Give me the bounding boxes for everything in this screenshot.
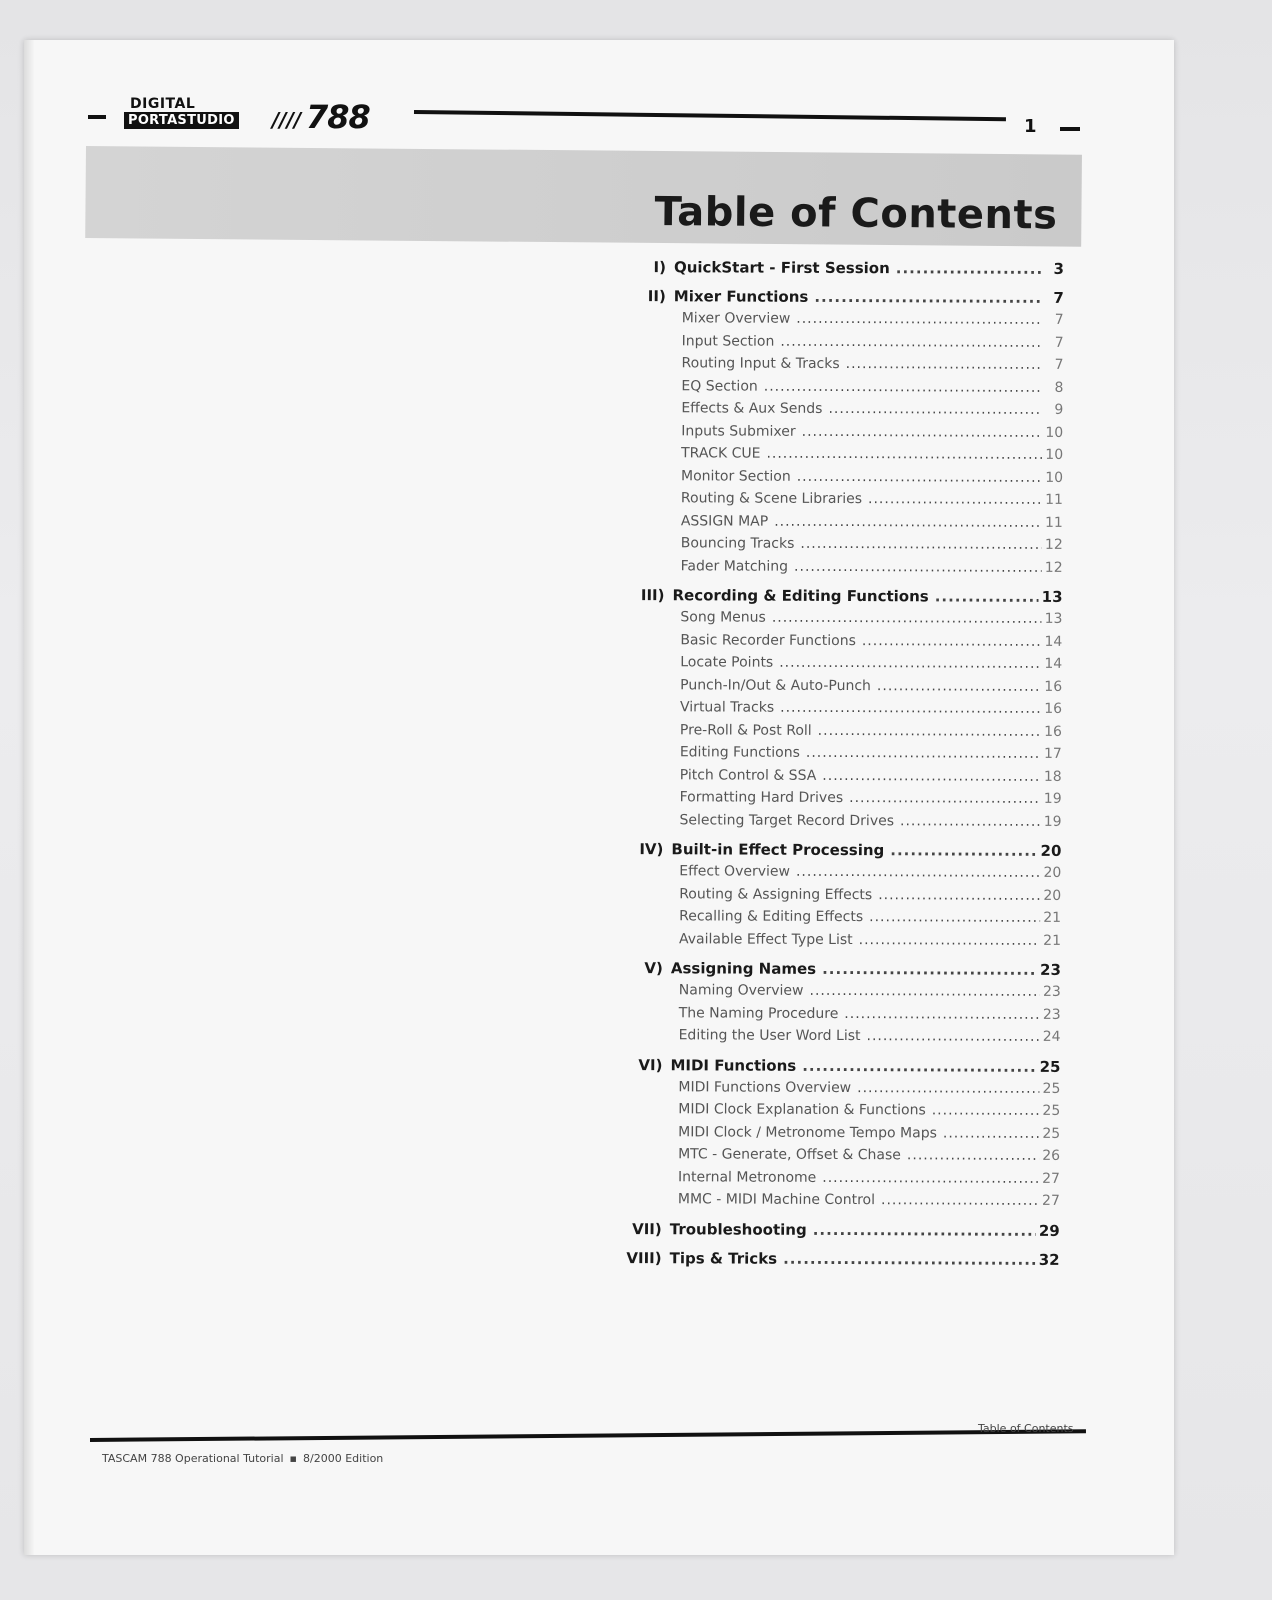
toc-subsection-title: Virtual Tracks <box>680 699 775 716</box>
toc-subsection-row <box>681 468 1063 492</box>
toc-leader <box>780 333 1042 350</box>
toc-leader <box>774 513 1042 530</box>
toc-section-number: II) <box>647 287 666 306</box>
toc-section-number: IV) <box>639 840 664 859</box>
toc-leader <box>802 1056 1036 1075</box>
toc-leader <box>900 813 1041 830</box>
toc-subsection-row <box>680 632 1062 656</box>
toc-subsection-list <box>611 982 1061 1051</box>
toc-section-title: Assigning Names <box>670 959 817 978</box>
toc-subsection-list <box>613 310 1064 582</box>
toc-leader <box>818 722 1041 739</box>
toc-gap <box>610 1271 1060 1279</box>
toc-subsection-title: Recalling & Editing Effects <box>679 908 864 926</box>
toc-section <box>613 287 1064 588</box>
toc-section <box>610 1248 1060 1279</box>
toc-leader <box>802 423 1043 440</box>
toc-subsection-row <box>679 886 1061 910</box>
toc-subsection-row <box>682 310 1064 334</box>
toc-subsection-row <box>681 355 1063 379</box>
toc-section-title: QuickStart - First Session <box>673 258 890 278</box>
toc-subsection-page: 26 <box>1042 1147 1061 1164</box>
toc-leader <box>828 401 1042 418</box>
title-band <box>85 146 1082 247</box>
toc-subsection-title: TRACK CUE <box>681 445 761 462</box>
toc-subsection-row <box>678 1169 1060 1193</box>
toc-leader <box>822 767 1040 784</box>
brand-model: 788 <box>306 98 370 136</box>
toc-subsection-row <box>681 445 1063 469</box>
toc-leader <box>764 378 1043 395</box>
toc-subsection-title: EQ Section <box>681 377 758 395</box>
toc-subsection-title: Naming Overview <box>678 982 804 999</box>
header-rule <box>414 110 1006 121</box>
brand-digital: DIGITAL <box>130 96 196 112</box>
toc-section-row <box>614 287 1064 312</box>
header-dash-left <box>88 115 106 119</box>
toc-section-row <box>610 1219 1060 1244</box>
toc-subsection-title: MIDI Clock / Metronome Tempo Maps <box>678 1123 937 1141</box>
toc-section-row <box>610 1055 1060 1080</box>
toc-subsection-title: Pre-Roll & Post Roll <box>679 721 812 739</box>
toc-leader <box>797 468 1042 485</box>
toc-subsection-row <box>680 699 1062 723</box>
toc-section-row <box>614 258 1064 283</box>
toc-leader <box>866 1028 1039 1045</box>
toc-subsection-page: 10 <box>1045 424 1064 441</box>
brand-portastudio: PORTASTUDIO <box>124 112 239 129</box>
toc-subsection-title: Internal Metronome <box>677 1168 817 1186</box>
toc-leader <box>877 678 1041 695</box>
toc-leader <box>868 491 1042 508</box>
toc-section <box>611 586 1062 842</box>
toc-subsection-title: Selecting Target Record Drives <box>679 811 895 829</box>
toc-leader <box>862 633 1042 650</box>
toc-section-page: 23 <box>1039 960 1061 979</box>
toc-leader <box>846 356 1043 373</box>
toc-section-page: 3 <box>1053 259 1064 278</box>
toc-subsection-page: 16 <box>1044 723 1062 740</box>
toc-subsection-row <box>679 982 1061 1006</box>
toc-subsection-title: Bouncing Tracks <box>680 535 795 552</box>
toc-subsection-page: 11 <box>1045 491 1063 508</box>
toc-leader <box>796 311 1043 328</box>
toc-section-row <box>610 1248 1060 1273</box>
toc-subsection-title: Routing & Scene Libraries <box>680 490 863 508</box>
toc-leader <box>859 932 1040 949</box>
toc-subsection-page: 7 <box>1054 311 1064 328</box>
toc-subsection-page: 19 <box>1043 813 1062 830</box>
toc-subsection-title: Routing Input & Tracks <box>681 355 840 372</box>
toc-subsection-title: MTC - Generate, Offset & Chase <box>678 1146 901 1164</box>
page-title: Table of Contents <box>654 188 1058 239</box>
toc-subsection-row <box>679 1027 1061 1051</box>
toc-leader <box>813 1220 1036 1239</box>
toc-subsection-page: 12 <box>1044 559 1063 576</box>
toc-subsection-page: 12 <box>1044 536 1063 553</box>
toc-subsection-row <box>678 1146 1060 1170</box>
toc-leader <box>822 960 1037 979</box>
toc-subsection-list <box>611 863 1061 955</box>
page-edge <box>24 40 34 1555</box>
toc-subsection-title: Basic Recorder Functions <box>680 631 856 649</box>
footer-rule <box>90 1429 1086 1442</box>
toc-subsection-row <box>679 908 1061 932</box>
toc-section-title: Mixer Functions <box>673 287 809 306</box>
toc-subsection-row <box>679 1005 1061 1029</box>
toc-section-page: 32 <box>1038 1250 1060 1269</box>
toc-section <box>610 1055 1061 1221</box>
toc-subsection-list <box>610 1078 1061 1215</box>
toc-leader <box>869 909 1040 926</box>
toc-section-title: Troubleshooting <box>669 1219 807 1239</box>
toc-subsection-row <box>680 722 1062 746</box>
toc-leader <box>932 1102 1040 1118</box>
toc-subsection-page: 14 <box>1044 633 1063 650</box>
toc-section-number: III) <box>640 586 665 605</box>
toc-section-page: 13 <box>1041 587 1063 606</box>
toc-section <box>614 258 1064 289</box>
toc-leader <box>857 1080 1039 1097</box>
toc-section-number: VII) <box>632 1219 662 1238</box>
toc-subsection-title: MIDI Functions Overview <box>678 1078 852 1096</box>
table-of-contents <box>610 258 1064 1279</box>
toc-subsection-title: Input Section <box>681 332 775 350</box>
toc-subsection-page: 18 <box>1043 768 1062 785</box>
toc-subsection-title: Song Menus <box>680 609 766 626</box>
toc-subsection-title: Inputs Submixer <box>681 422 796 440</box>
toc-leader <box>809 983 1039 1000</box>
toc-subsection-page: 20 <box>1043 887 1062 904</box>
toc-subsection-row <box>679 812 1061 836</box>
toc-section-title: Built-in Effect Processing <box>671 840 885 860</box>
toc-subsection-page: 11 <box>1044 514 1063 531</box>
toc-section-row <box>612 586 1062 611</box>
toc-subsection-page: 7 <box>1054 356 1064 373</box>
toc-section-number: VI) <box>638 1055 663 1074</box>
toc-leader <box>943 1125 1039 1141</box>
toc-leader <box>814 288 1043 307</box>
toc-subsection-title: The Naming Procedure <box>678 1004 839 1022</box>
toc-subsection-row <box>679 863 1061 887</box>
toc-subsection-title: Effect Overview <box>679 863 791 880</box>
toc-section-number: VIII) <box>626 1248 662 1267</box>
toc-subsection-title: Editing the User Word List <box>678 1027 861 1045</box>
toc-subsection-page: 7 <box>1054 334 1064 351</box>
toc-subsection-title: Monitor Section <box>681 467 791 485</box>
toc-section-page: 29 <box>1038 1221 1060 1240</box>
toc-subsection-row <box>680 767 1062 791</box>
toc-section <box>610 1219 1060 1250</box>
toc-section-row <box>611 840 1061 865</box>
footer-edition: 8/2000 Edition <box>303 1452 384 1465</box>
toc-subsection-page: 19 <box>1043 790 1062 807</box>
toc-subsection-row <box>678 1079 1060 1103</box>
toc-subsection-title: MIDI Clock Explanation & Functions <box>678 1101 926 1119</box>
toc-subsection-page: 24 <box>1042 1028 1061 1045</box>
toc-subsection-row <box>679 931 1061 955</box>
toc-subsection-title: MMC - MIDI Machine Control <box>677 1191 876 1209</box>
toc-subsection-page: 8 <box>1054 379 1064 396</box>
toc-subsection-row <box>681 423 1063 447</box>
footer-doc-title: TASCAM 788 Operational Tutorial <box>102 1452 284 1465</box>
toc-subsection-row <box>681 513 1063 537</box>
toc-section-number: V) <box>644 959 663 978</box>
toc-subsection-row <box>681 490 1063 514</box>
toc-leader <box>907 1147 1039 1164</box>
toc-subsection-page: 16 <box>1044 678 1063 695</box>
toc-leader <box>794 558 1042 575</box>
toc-subsection-title: Pitch Control & SSA <box>679 766 817 784</box>
toc-leader <box>780 700 1041 717</box>
toc-subsection-row <box>681 558 1063 582</box>
toc-leader <box>849 790 1041 807</box>
toc-subsection-page: 10 <box>1045 446 1064 463</box>
toc-subsection-page: 17 <box>1043 745 1062 762</box>
toc-subsection-row <box>680 677 1062 701</box>
toc-subsection-title: Editing Functions <box>679 744 800 761</box>
toc-subsection-row <box>680 789 1062 813</box>
toc-leader <box>772 610 1042 627</box>
toc-leader <box>806 745 1041 762</box>
page-number: 1 <box>1024 116 1037 137</box>
toc-subsection-page: 21 <box>1043 909 1062 926</box>
toc-subsection-page: 27 <box>1042 1170 1061 1187</box>
toc-section-row <box>611 959 1061 984</box>
toc-subsection-row <box>678 1124 1060 1148</box>
toc-leader <box>800 536 1041 553</box>
toc-leader <box>844 1006 1039 1023</box>
toc-subsection-row <box>681 400 1063 424</box>
toc-leader <box>935 587 1039 605</box>
toc-subsection-page: 21 <box>1043 932 1062 949</box>
toc-subsection-title: Punch-In/Out & Auto-Punch <box>680 676 871 694</box>
toc-leader <box>881 1192 1039 1209</box>
toc-section-title: MIDI Functions <box>670 1055 797 1075</box>
toc-subsection-title: Available Effect Type List <box>678 930 853 948</box>
toc-subsection-page: 23 <box>1042 983 1061 1000</box>
toc-subsection-title: Locate Points <box>680 654 774 671</box>
footer-bullet: ▪ <box>289 1452 298 1465</box>
toc-leader <box>822 1169 1039 1186</box>
toc-subsection-title: Fader Matching <box>680 557 789 575</box>
toc-subsection-title: ASSIGN MAP <box>680 512 769 530</box>
toc-subsection-title: Effects & Aux Sends <box>681 400 823 417</box>
toc-subsection-page: 13 <box>1044 610 1063 627</box>
toc-subsection-row <box>680 744 1062 768</box>
toc-section-page: 7 <box>1053 288 1064 307</box>
toc-subsection-page: 25 <box>1042 1102 1061 1119</box>
document-page <box>24 40 1174 1555</box>
toc-subsection-page: 14 <box>1044 655 1063 672</box>
toc-section <box>611 840 1062 961</box>
brand-slashes: //// <box>272 108 302 132</box>
toc-leader <box>779 655 1041 672</box>
toc-subsection-page: 16 <box>1044 700 1063 717</box>
brand-logo <box>124 96 414 136</box>
footer-section-label: Table of Contents <box>978 1422 1074 1435</box>
toc-subsection-title: Routing & Assigning Effects <box>679 885 873 903</box>
toc-subsection-page: 20 <box>1043 864 1062 881</box>
toc-leader <box>796 864 1040 881</box>
toc-section-title: Tips & Tricks <box>669 1248 778 1268</box>
toc-subsection-row <box>680 609 1062 633</box>
toc-section-title: Recording & Editing Functions <box>672 586 929 606</box>
toc-section-page: 25 <box>1039 1057 1061 1076</box>
toc-leader <box>783 1249 1036 1268</box>
footer-doc-info <box>102 1452 383 1465</box>
toc-subsection-row <box>682 333 1064 357</box>
toc-leader <box>766 446 1042 463</box>
toc-subsection-page: 27 <box>1042 1192 1060 1209</box>
toc-section-page: 20 <box>1040 841 1062 860</box>
toc-leader <box>890 841 1037 860</box>
toc-subsection-row <box>681 378 1063 402</box>
toc-section <box>611 959 1061 1057</box>
header-dash-right <box>1060 127 1080 131</box>
toc-subsection-page: 23 <box>1042 1006 1061 1023</box>
toc-subsection-title: Mixer Overview <box>681 310 791 327</box>
toc-subsection-list <box>611 609 1062 836</box>
toc-subsection-page: 25 <box>1042 1125 1061 1142</box>
toc-subsection-row <box>678 1101 1060 1125</box>
toc-subsection-row <box>680 654 1062 678</box>
toc-leader <box>896 259 1043 278</box>
toc-leader <box>878 887 1040 904</box>
toc-subsection-page: 9 <box>1054 401 1064 418</box>
toc-subsection-page: 10 <box>1045 469 1064 486</box>
toc-subsection-page: 25 <box>1042 1080 1061 1097</box>
toc-subsection-row <box>678 1191 1060 1215</box>
toc-section-number: I) <box>653 258 666 277</box>
toc-subsection-title: Formatting Hard Drives <box>679 789 844 807</box>
toc-subsection-row <box>681 535 1063 559</box>
